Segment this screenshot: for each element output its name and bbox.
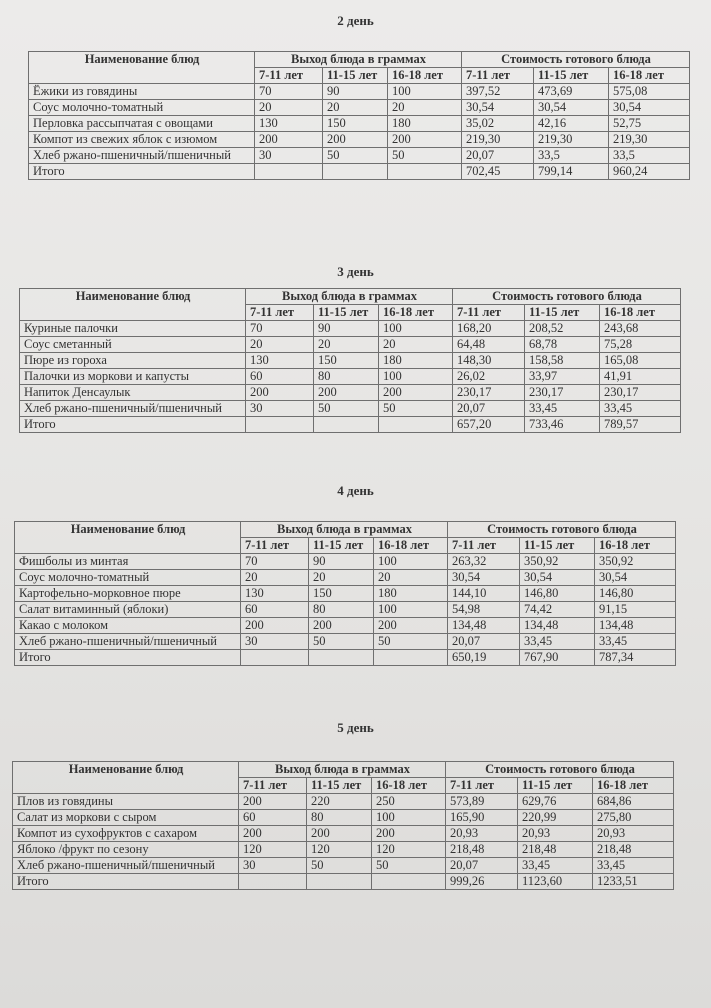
cost-value: 33,5: [609, 148, 690, 164]
cost-value: 397,52: [462, 84, 534, 100]
yield-value: 30: [246, 401, 314, 417]
yield-value: 130: [246, 353, 314, 369]
table-row: [20, 369, 681, 385]
table-row: [13, 826, 674, 842]
cost-value: 68,78: [525, 337, 600, 353]
table-row: [13, 842, 674, 858]
menu-table-day-5: [12, 761, 674, 890]
yield-value: 30: [241, 634, 309, 650]
cost-value: 33,45: [595, 634, 676, 650]
age-group-header: 11-15 лет: [307, 778, 372, 794]
cost-value: 575,08: [609, 84, 690, 100]
age-group-header: 7-11 лет: [246, 305, 314, 321]
cost-value: 158,58: [525, 353, 600, 369]
yield-value: 50: [309, 634, 374, 650]
yield-value: 120: [239, 842, 307, 858]
yield-value: 50: [323, 148, 388, 164]
yield-value: 20: [314, 337, 379, 353]
yield-value: 50: [388, 148, 462, 164]
age-group-header: 16-18 лет: [595, 538, 676, 554]
empty-cell: [314, 417, 379, 433]
yield-value: 200: [239, 826, 307, 842]
cost-value: 91,15: [595, 602, 676, 618]
column-header-yield: Выход блюда в граммах: [241, 522, 448, 538]
age-group-header: 11-15 лет: [534, 68, 609, 84]
cost-value: 20,07: [446, 858, 518, 874]
cost-value: 230,17: [453, 385, 525, 401]
yield-value: 200: [374, 618, 448, 634]
empty-cell: [379, 417, 453, 433]
dish-name: Компот из свежих яблок с изюмом: [29, 132, 255, 148]
cost-value: 208,52: [525, 321, 600, 337]
cost-value: 20,07: [448, 634, 520, 650]
empty-cell: [307, 874, 372, 890]
age-group-header: 11-15 лет: [314, 305, 379, 321]
cost-value: 20,93: [446, 826, 518, 842]
table-row: [29, 116, 690, 132]
yield-value: 70: [246, 321, 314, 337]
empty-cell: [388, 164, 462, 180]
dish-name: Яблоко /фрукт по сезону: [13, 842, 239, 858]
yield-value: 60: [241, 602, 309, 618]
dish-name: Соус молочно-томатный: [29, 100, 255, 116]
yield-value: 50: [379, 401, 453, 417]
cost-value: 30,54: [595, 570, 676, 586]
yield-value: 180: [374, 586, 448, 602]
age-group-header: 16-18 лет: [593, 778, 674, 794]
cost-value: 33,45: [600, 401, 681, 417]
yield-value: 130: [255, 116, 323, 132]
menu-table-day-4: [14, 521, 676, 666]
dish-name: Компот из сухофруктов с сахаром: [13, 826, 239, 842]
header-row: [20, 289, 681, 305]
dish-name: Какао с молоком: [15, 618, 241, 634]
empty-cell: [374, 650, 448, 666]
empty-cell: [255, 164, 323, 180]
table-row: [15, 570, 676, 586]
yield-value: 180: [388, 116, 462, 132]
table-row: [15, 554, 676, 570]
table-row: [29, 100, 690, 116]
age-group-header: 11-15 лет: [309, 538, 374, 554]
age-group-header: 7-11 лет: [239, 778, 307, 794]
cost-value: 165,08: [600, 353, 681, 369]
cost-value: 33,45: [518, 858, 593, 874]
cost-value: 219,30: [609, 132, 690, 148]
cost-value: 148,30: [453, 353, 525, 369]
dish-name: Картофельно-морковное пюре: [15, 586, 241, 602]
yield-value: 30: [239, 858, 307, 874]
yield-value: 20: [241, 570, 309, 586]
table-row: [20, 401, 681, 417]
empty-cell: [309, 650, 374, 666]
cost-value: 74,42: [520, 602, 595, 618]
column-header-name: Наименование блюд: [29, 52, 255, 84]
empty-cell: [241, 650, 309, 666]
cost-value: 350,92: [520, 554, 595, 570]
column-header-name: Наименование блюд: [13, 762, 239, 794]
total-label: Итого: [15, 650, 241, 666]
total-cost: 702,45: [462, 164, 534, 180]
yield-value: 70: [241, 554, 309, 570]
yield-value: 120: [307, 842, 372, 858]
day-title: 2 день: [337, 13, 374, 28]
cost-value: 134,48: [595, 618, 676, 634]
table-row: [13, 858, 674, 874]
age-group-header: 7-11 лет: [462, 68, 534, 84]
cost-value: 30,54: [520, 570, 595, 586]
cost-value: 473,69: [534, 84, 609, 100]
cost-value: 168,20: [453, 321, 525, 337]
total-cost: 1123,60: [518, 874, 593, 890]
dish-name: Соус молочно-томатный: [15, 570, 241, 586]
yield-value: 250: [372, 794, 446, 810]
dish-name: Фишболы из минтая: [15, 554, 241, 570]
cost-value: 263,32: [448, 554, 520, 570]
cost-value: 33,5: [534, 148, 609, 164]
yield-value: 130: [241, 586, 309, 602]
cost-value: 35,02: [462, 116, 534, 132]
cost-value: 218,48: [518, 842, 593, 858]
cost-value: 20,93: [518, 826, 593, 842]
table-row: [13, 794, 674, 810]
column-header-name: Наименование блюд: [20, 289, 246, 321]
dish-name: Салат из моркови с сыром: [13, 810, 239, 826]
yield-value: 90: [309, 554, 374, 570]
age-group-header: 7-11 лет: [446, 778, 518, 794]
yield-value: 100: [379, 369, 453, 385]
yield-value: 200: [388, 132, 462, 148]
yield-value: 20: [379, 337, 453, 353]
yield-value: 50: [307, 858, 372, 874]
empty-cell: [246, 417, 314, 433]
cost-value: 33,97: [525, 369, 600, 385]
total-cost: 960,24: [609, 164, 690, 180]
cost-value: 230,17: [600, 385, 681, 401]
dish-name: Хлеб ржано-пшеничный/пшеничный: [15, 634, 241, 650]
total-row: [29, 164, 690, 180]
header-row: [15, 522, 676, 538]
cost-value: 684,86: [593, 794, 674, 810]
cost-value: 144,10: [448, 586, 520, 602]
total-row: [15, 650, 676, 666]
table-row: [15, 586, 676, 602]
yield-value: 200: [241, 618, 309, 634]
yield-value: 20: [323, 100, 388, 116]
cost-value: 42,16: [534, 116, 609, 132]
dish-name: Ёжики из говядины: [29, 84, 255, 100]
cost-value: 20,93: [593, 826, 674, 842]
table-row: [29, 84, 690, 100]
yield-value: 200: [372, 826, 446, 842]
yield-value: 100: [379, 321, 453, 337]
table-row: [20, 353, 681, 369]
column-header-cost: Стоимость готового блюда: [446, 762, 674, 778]
total-cost: 787,34: [595, 650, 676, 666]
yield-value: 200: [255, 132, 323, 148]
cost-value: 20,07: [453, 401, 525, 417]
cost-value: 26,02: [453, 369, 525, 385]
empty-cell: [239, 874, 307, 890]
cost-value: 134,48: [448, 618, 520, 634]
dish-name: Хлеб ржано-пшеничный/пшеничный: [13, 858, 239, 874]
column-header-cost: Стоимость готового блюда: [462, 52, 690, 68]
total-label: Итого: [13, 874, 239, 890]
age-group-header: 11-15 лет: [525, 305, 600, 321]
yield-value: 150: [314, 353, 379, 369]
yield-value: 200: [379, 385, 453, 401]
table-row: [29, 148, 690, 164]
yield-value: 90: [323, 84, 388, 100]
yield-value: 60: [239, 810, 307, 826]
age-group-header: 11-15 лет: [323, 68, 388, 84]
dish-name: Салат витаминный (яблоки): [15, 602, 241, 618]
yield-value: 80: [307, 810, 372, 826]
yield-value: 50: [372, 858, 446, 874]
column-header-yield: Выход блюда в граммах: [246, 289, 453, 305]
age-group-header: 16-18 лет: [609, 68, 690, 84]
empty-cell: [323, 164, 388, 180]
yield-value: 50: [314, 401, 379, 417]
cost-value: 218,48: [446, 842, 518, 858]
total-cost: 733,46: [525, 417, 600, 433]
yield-value: 30: [255, 148, 323, 164]
yield-value: 80: [314, 369, 379, 385]
yield-value: 200: [239, 794, 307, 810]
menu-table-day-2: [28, 51, 690, 180]
total-row: [13, 874, 674, 890]
total-label: Итого: [29, 164, 255, 180]
cost-value: 75,28: [600, 337, 681, 353]
age-group-header: 11-15 лет: [518, 778, 593, 794]
total-cost: 789,57: [600, 417, 681, 433]
yield-value: 100: [374, 602, 448, 618]
yield-value: 200: [323, 132, 388, 148]
cost-value: 30,54: [534, 100, 609, 116]
dish-name: Куриные палочки: [20, 321, 246, 337]
dish-name: Перловка рассыпчатая с овощами: [29, 116, 255, 132]
header-row: [13, 762, 674, 778]
yield-value: 70: [255, 84, 323, 100]
cost-value: 30,54: [462, 100, 534, 116]
dish-name: Палочки из моркови и капусты: [20, 369, 246, 385]
yield-value: 50: [374, 634, 448, 650]
cost-value: 573,89: [446, 794, 518, 810]
total-cost: 657,20: [453, 417, 525, 433]
cost-value: 275,80: [593, 810, 674, 826]
table-row: [13, 810, 674, 826]
age-group-header: 7-11 лет: [241, 538, 309, 554]
dish-name: Хлеб ржано-пшеничный/пшеничный: [20, 401, 246, 417]
total-cost: 767,90: [520, 650, 595, 666]
cost-value: 146,80: [520, 586, 595, 602]
table-row: [20, 321, 681, 337]
cost-value: 219,30: [462, 132, 534, 148]
cost-value: 219,30: [534, 132, 609, 148]
yield-value: 20: [246, 337, 314, 353]
age-group-header: 7-11 лет: [448, 538, 520, 554]
dish-name: Напиток Денсаулык: [20, 385, 246, 401]
table-row: [15, 602, 676, 618]
age-group-header: 7-11 лет: [255, 68, 323, 84]
age-group-header: 16-18 лет: [372, 778, 446, 794]
cost-value: 30,54: [609, 100, 690, 116]
yield-value: 200: [309, 618, 374, 634]
day-title: 3 день: [337, 264, 374, 279]
cost-value: 146,80: [595, 586, 676, 602]
cost-value: 33,45: [520, 634, 595, 650]
column-header-yield: Выход блюда в граммах: [239, 762, 446, 778]
table-row: [29, 132, 690, 148]
dish-name: Соус сметанный: [20, 337, 246, 353]
cost-value: 165,90: [446, 810, 518, 826]
day-title: 5 день: [337, 720, 374, 735]
cost-value: 350,92: [595, 554, 676, 570]
yield-value: 200: [307, 826, 372, 842]
table-row: [15, 618, 676, 634]
cost-value: 52,75: [609, 116, 690, 132]
cost-value: 134,48: [520, 618, 595, 634]
yield-value: 20: [255, 100, 323, 116]
table-row: [20, 337, 681, 353]
table-row: [20, 385, 681, 401]
header-row: [29, 52, 690, 68]
age-group-header: 11-15 лет: [520, 538, 595, 554]
yield-value: 20: [388, 100, 462, 116]
age-group-header: 16-18 лет: [600, 305, 681, 321]
total-cost: 999,26: [446, 874, 518, 890]
yield-value: 150: [323, 116, 388, 132]
yield-value: 150: [309, 586, 374, 602]
yield-value: 90: [314, 321, 379, 337]
yield-value: 80: [309, 602, 374, 618]
cost-value: 20,07: [462, 148, 534, 164]
dish-name: Плов из говядины: [13, 794, 239, 810]
yield-value: 120: [372, 842, 446, 858]
dish-name: Хлеб ржано-пшеничный/пшеничный: [29, 148, 255, 164]
total-label: Итого: [20, 417, 246, 433]
yield-value: 100: [372, 810, 446, 826]
dish-name: Пюре из гороха: [20, 353, 246, 369]
column-header-cost: Стоимость готового блюда: [448, 522, 676, 538]
cost-value: 230,17: [525, 385, 600, 401]
yield-value: 20: [374, 570, 448, 586]
cost-value: 41,91: [600, 369, 681, 385]
yield-value: 100: [388, 84, 462, 100]
yield-value: 20: [309, 570, 374, 586]
yield-value: 100: [374, 554, 448, 570]
age-group-header: 16-18 лет: [374, 538, 448, 554]
cost-value: 64,48: [453, 337, 525, 353]
cost-value: 30,54: [448, 570, 520, 586]
cost-value: 218,48: [593, 842, 674, 858]
total-cost: 1233,51: [593, 874, 674, 890]
day-title: 4 день: [337, 483, 374, 498]
menu-table-day-3: [19, 288, 681, 433]
age-group-header: 16-18 лет: [379, 305, 453, 321]
column-header-yield: Выход блюда в граммах: [255, 52, 462, 68]
yield-value: 220: [307, 794, 372, 810]
yield-value: 200: [246, 385, 314, 401]
total-cost: 799,14: [534, 164, 609, 180]
total-cost: 650,19: [448, 650, 520, 666]
age-group-header: 16-18 лет: [388, 68, 462, 84]
yield-value: 200: [314, 385, 379, 401]
table-row: [15, 634, 676, 650]
cost-value: 33,45: [525, 401, 600, 417]
yield-value: 60: [246, 369, 314, 385]
age-group-header: 7-11 лет: [453, 305, 525, 321]
cost-value: 629,76: [518, 794, 593, 810]
cost-value: 33,45: [593, 858, 674, 874]
yield-value: 180: [379, 353, 453, 369]
cost-value: 220,99: [518, 810, 593, 826]
column-header-cost: Стоимость готового блюда: [453, 289, 681, 305]
cost-value: 54,98: [448, 602, 520, 618]
column-header-name: Наименование блюд: [15, 522, 241, 554]
empty-cell: [372, 874, 446, 890]
cost-value: 243,68: [600, 321, 681, 337]
total-row: [20, 417, 681, 433]
